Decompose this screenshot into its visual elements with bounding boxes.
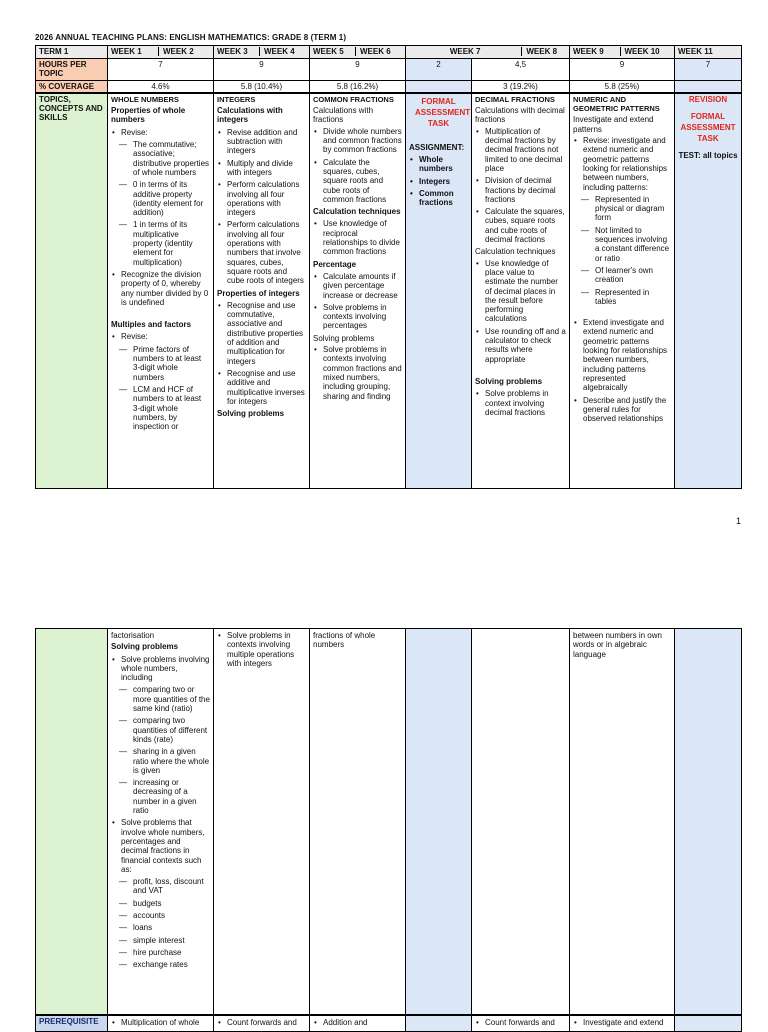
page-number: 1 [735, 516, 741, 526]
dash-item: — 0 in terms of its additive property (identity element for addition) [111, 180, 210, 217]
bullet-item: • Solve problems involving whole numbers, including [111, 655, 210, 683]
numeric-patterns-cell [570, 93, 675, 489]
week-10-label: WEEK 10 [620, 47, 672, 56]
topics-row [36, 93, 742, 489]
dash-item: — loans [111, 923, 210, 932]
weeks-3-4 [214, 46, 310, 59]
subheading: Properties of whole numbers [111, 106, 186, 125]
coverage-value: 5.8 (10.4%) [214, 80, 310, 93]
coverage-label: % COVERAGE [36, 80, 108, 93]
decimal-fractions-cell-continued [472, 629, 570, 1015]
prerequisite-row [36, 1015, 742, 1032]
spacer [573, 309, 671, 317]
coverage-value: 4.6% [108, 80, 214, 93]
topics-label: TOPICS, CONCEPTS AND SKILLS [36, 93, 108, 489]
formal-assessment-cell-continued [406, 629, 472, 1015]
bullet-item: • Recognise and use commutative, associative and distributive properties of addition and multiplication for integers [217, 301, 306, 366]
dash-item: — Not limited to sequences involving a constant difference or ratio [573, 226, 671, 263]
coverage-value: 5.8 (16.2%) [310, 80, 406, 93]
revision-cell-continued [675, 629, 742, 1015]
prerequisite-numeric-patterns [570, 1015, 675, 1032]
prerequisite-integers [214, 1015, 310, 1032]
formal-assessment-task-label: FORMAL ASSESSMENT TASK [680, 112, 736, 144]
integers-cell-continued [214, 629, 310, 1015]
numeric-patterns-cell-continued [570, 629, 675, 1015]
bullet-item: • Calculate the squares, cubes, square roots and cube roots of common fractions [313, 158, 402, 204]
prerequisite-decimal-fractions [472, 1015, 570, 1032]
spacer [111, 310, 210, 318]
hours-value: 9 [570, 59, 675, 81]
bullet-item: • Recognize the division property of 0, whereby any number divided by 0 is undefined [111, 270, 210, 307]
dash-item: — 1 in terms of its multiplicative property (identity element for multiplication) [111, 220, 210, 266]
bullet-item: • Multiplication of decimal fractions by decimal fractions not limited to one decimal place [475, 127, 566, 173]
text-line: Calculations with fractions [313, 106, 374, 125]
assignment-label: ASSIGNMENT: [409, 142, 465, 152]
bullet-item: • Solve problems in contexts involving common fractions and mixed numbers, including grouping, sharing and finding [313, 345, 402, 401]
prerequisite-item: • Investigate and extend [573, 1018, 671, 1027]
bullet-item: • Divide whole numbers and common fractions by common fractions [313, 127, 402, 155]
section-heading: NUMERIC AND GEOMETRIC PATTERNS [573, 94, 660, 114]
revision-cell [675, 93, 742, 489]
bullet-item: • Revise: investigate and extend numeric and geometric patterns looking for relationships between numbers, including patterns: [573, 136, 671, 192]
text-line: between numbers in own words or in algebraic language [573, 631, 662, 659]
week-6-label: WEEK 6 [355, 47, 402, 56]
teaching-plan-table-continued [35, 628, 742, 1032]
common-fractions-cell-continued [310, 629, 406, 1015]
assignment-item: • Integers [409, 177, 468, 186]
assignment-item: • Whole numbers [409, 155, 468, 174]
assignment-item: • Common fractions [409, 189, 468, 208]
topics-row-continued [36, 629, 742, 1015]
weeks-1-2 [108, 46, 214, 59]
dash-item: — exchange rates [111, 960, 210, 969]
week-9-label: WEEK 9 [573, 47, 604, 56]
teaching-plan-table [35, 45, 742, 489]
prerequisite-item: • Multiplication of whole [111, 1018, 210, 1027]
dash-item: — Prime factors of numbers to at least 3-digit whole numbers [111, 345, 210, 382]
prerequisite-whole-numbers [108, 1015, 214, 1032]
bullet-item: • Solve problems in contexts involving percentages [313, 303, 402, 331]
dash-item: — hire purchase [111, 948, 210, 957]
header-row [36, 46, 742, 59]
week-11-label: WEEK 11 [675, 46, 742, 59]
formal-assessment-cell [406, 93, 472, 489]
coverage-value [406, 80, 472, 93]
text-line: Investigate and extend patterns [573, 115, 654, 134]
prerequisite-item: • Addition and [313, 1018, 402, 1027]
dash-item: — The commutative; associative; distributive properties of whole numbers [111, 140, 210, 177]
coverage-value [675, 80, 742, 93]
subheading: Percentage [313, 259, 357, 269]
week-1-label: WEEK 1 [111, 47, 142, 56]
week-5-label: WEEK 5 [313, 47, 344, 56]
dash-item: — Of learner's own creation [573, 266, 671, 285]
hours-value: 7 [675, 59, 742, 81]
subheading: Properties of integers [217, 288, 300, 298]
dash-item: — comparing two or more quantities of the same kind (ratio) [111, 685, 210, 713]
week-2-label: WEEK 2 [158, 47, 210, 56]
dash-item: — increasing or decreasing of a number in a given ratio [111, 778, 210, 815]
dash-item: — LCM and HCF of numbers to at least 3-digit whole numbers, by inspection or [111, 385, 210, 431]
prerequisite-label: PREREQUISITE [36, 1015, 108, 1032]
dash-item: — sharing in a given ratio where the whole is given [111, 747, 210, 775]
bullet-item: • Perform calculations involving all four operations with numbers that involve squares, cubes, square roots and cube roots of integers [217, 220, 306, 285]
document-title: 2026 ANNUAL TEACHING PLANS: ENGLISH MATHEMATICS: GRADE 8 (TERM 1) [35, 33, 347, 42]
prerequisite-item: • Count forwards and [217, 1018, 306, 1027]
coverage-row [36, 80, 742, 93]
dash-item: — Represented in tables [573, 288, 671, 307]
week-7-label: WEEK 7 [449, 47, 481, 56]
bullet-item: • Revise addition and subtraction with integers [217, 128, 306, 156]
subheading: Multiples and factors [111, 320, 192, 330]
topics-label-continued [36, 629, 108, 1015]
subheading: Calculation techniques [313, 207, 401, 217]
hours-label: HOURS PER TOPIC [36, 59, 108, 81]
whole-numbers-cell-continued [108, 629, 214, 1015]
section-heading: WHOLE NUMBERS [111, 94, 179, 104]
page-2 [35, 628, 741, 1032]
subheading: Calculations with integers [217, 106, 283, 125]
weeks-7-8 [406, 46, 570, 59]
bullet-item: • Solve problems that involve whole numbers, percentages and decimal fractions in financial contexts such as: [111, 818, 210, 874]
bullet-item: • Calculate the squares, cubes, square roots and cube roots of decimal fractions [475, 207, 566, 244]
hours-value: 9 [214, 59, 310, 81]
term-label: TERM 1 [36, 46, 108, 59]
bullet-item: • Revise: [111, 332, 210, 341]
bullet-item: • Calculate amounts if given percentage increase or decrease [313, 272, 402, 300]
decimal-fractions-cell [472, 93, 570, 489]
week-8-label: WEEK 8 [521, 47, 566, 56]
dash-item: — profit, loss, discount and VAT [111, 877, 210, 896]
hours-value: 9 [310, 59, 406, 81]
week-4-label: WEEK 4 [259, 47, 306, 56]
bullet-item: • Extend investigate and extend numeric and geometric patterns looking for relationships between numbers, including patterns represented algebraically [573, 318, 671, 392]
hours-row [36, 59, 742, 81]
bullet-item: • Use rounding off and a calculator to check results where appropriate [475, 327, 566, 364]
dash-item: — accounts [111, 911, 210, 920]
page-1 [35, 32, 741, 526]
coverage-value: 5.8 (25%) [570, 80, 675, 93]
dash-item: — comparing two quantities of different kinds (rate) [111, 716, 210, 744]
section-heading: DECIMAL FRACTIONS [475, 94, 555, 104]
bullet-item: • Solve problems in context involving decimal fractions [475, 389, 566, 417]
prerequisite-item: • Count forwards and [475, 1018, 566, 1027]
bullet-item: • Revise: [111, 128, 210, 137]
text-line: Calculation techniques [475, 247, 556, 257]
dash-item: — budgets [111, 899, 210, 908]
week-3-label: WEEK 3 [217, 47, 248, 56]
subheading: Solving problems [475, 376, 543, 386]
integers-cell [214, 93, 310, 489]
section-heading: COMMON FRACTIONS [313, 94, 394, 104]
bullet-item: • Division of decimal fractions by decimal fractions [475, 176, 566, 204]
text-line: fractions of whole numbers [313, 631, 376, 650]
text-line: Solving problems [313, 333, 375, 343]
prerequisite-revision [675, 1015, 742, 1032]
test-all-topics: TEST: all topics [678, 151, 738, 161]
formal-assessment-title: FORMAL ASSESSMENT TASK [415, 96, 471, 128]
revision-title: REVISION [688, 94, 728, 104]
bullet-item: • Perform calculations involving all four operations with integers [217, 180, 306, 217]
spacer [475, 367, 566, 375]
subheading: Solving problems [217, 409, 285, 419]
bullet-item: • Use knowledge of place value to estimate the number of decimal places in the result before performing calculations [475, 259, 566, 324]
coverage-value: 3 (19.2%) [472, 80, 570, 93]
bullet-item: • Describe and justify the general rules for observed relationships [573, 396, 671, 424]
hours-value: 4,5 [472, 59, 570, 81]
dash-item: — simple interest [111, 936, 210, 945]
bullet-item: • Solve problems in contexts involving multiple operations with integers [217, 631, 306, 668]
common-fractions-cell [310, 93, 406, 489]
bullet-item: • Recognise and use additive and multiplicative inverses for integers [217, 369, 306, 406]
hours-value: 2 [406, 59, 472, 81]
text-line: Calculations with decimal fractions [475, 106, 565, 125]
prerequisite-common-fractions [310, 1015, 406, 1032]
whole-numbers-cell [108, 93, 214, 489]
text-line: factorisation [111, 631, 155, 640]
section-heading: INTEGERS [217, 94, 256, 104]
dash-item: — Represented in physical or diagram form [573, 195, 671, 223]
weeks-5-6 [310, 46, 406, 59]
prerequisite-formal-assessment [406, 1015, 472, 1032]
hours-value: 7 [108, 59, 214, 81]
bullet-item: • Multiply and divide with integers [217, 159, 306, 178]
subheading: Solving problems [111, 642, 179, 652]
weeks-9-10 [570, 46, 675, 59]
bullet-item: • Use knowledge of reciprocal relationships to divide common fractions [313, 219, 402, 256]
